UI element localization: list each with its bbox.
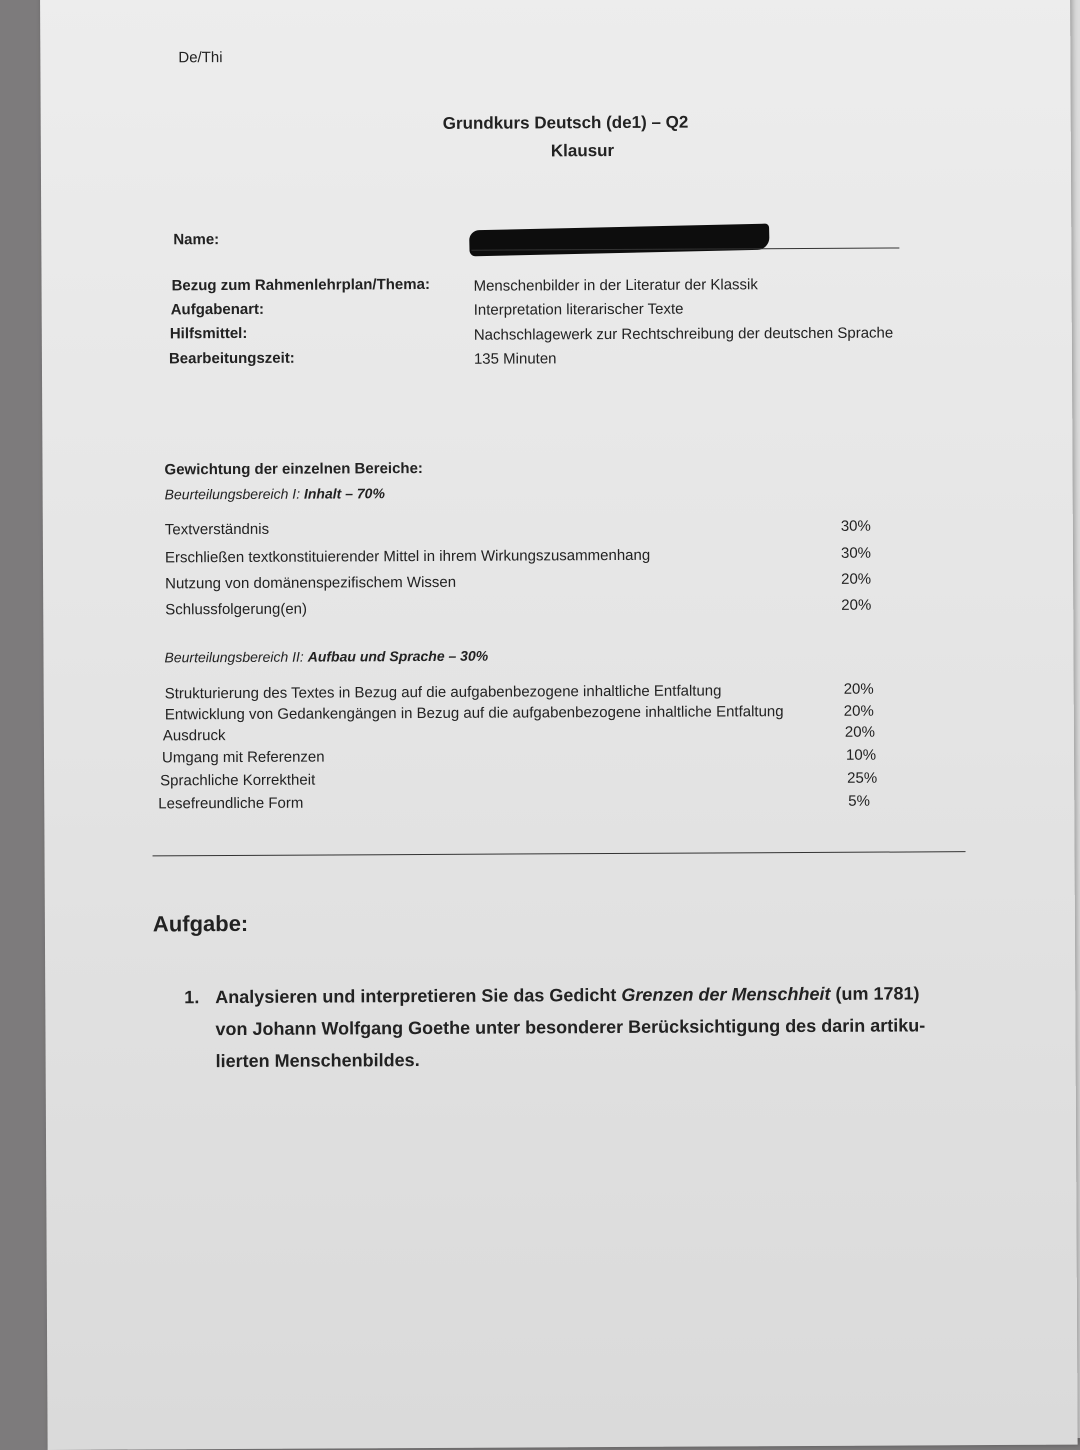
criterion-label: Textverständnis	[164, 520, 270, 539]
criterion-label: Ausdruck	[162, 727, 226, 745]
info-value-task-type: Interpretation literarischer Texte	[473, 300, 684, 319]
criterion-percent: 25%	[847, 769, 878, 787]
info-value-aids: Nachschlagewerk zur Rechtschreibung der deutschen Sprache	[473, 324, 894, 344]
criterion-percent: 20%	[843, 702, 874, 720]
weighting-heading: Gewichtung der einzelnen Bereiche:	[164, 460, 423, 479]
criterion-label: Lesefreundliche Form	[158, 794, 304, 813]
info-value-time: 135 Minuten	[473, 350, 557, 368]
course-title: Grundkurs Deutsch (de1) – Q2	[442, 112, 689, 133]
criterion-label: Sprachliche Korrektheit	[160, 771, 316, 790]
section-divider	[153, 851, 966, 856]
criterion-label: Nutzung von domänenspezifischem Wissen	[165, 573, 457, 593]
redacted-name	[469, 224, 770, 257]
criterion-percent: 20%	[844, 723, 875, 741]
section2-heading: Beurteilungsbereich II: Aufbau und Sprache – 30%	[164, 647, 489, 666]
criterion-label: Entwicklung von Gedankengängen in Bezug auf die aufgabenbezogene inhaltliche Entfaltung	[164, 703, 784, 724]
task-number: 1.	[184, 987, 200, 1008]
info-label-topic: Bezug zum Rahmenlehrplan/Thema:	[171, 275, 430, 295]
criterion-percent: 30%	[840, 517, 871, 535]
info-label-aids: Hilfsmittel:	[169, 324, 248, 343]
task-text-line3: lierten Menschenbildes.	[215, 1050, 420, 1072]
task-text-line2: von Johann Wolfgang Goethe unter besonderer Berücksichtigung des darin artiku-	[215, 1015, 926, 1040]
task-heading: Aufgabe:	[152, 910, 249, 937]
criterion-label: Strukturierung des Textes in Bezug auf die aufgabenbezogene inhaltliche Entfaltung	[164, 682, 722, 703]
criterion-percent: 10%	[845, 746, 877, 764]
criterion-label: Erschließen textkonstituierender Mittel in ihrem Wirkungszusammenhang	[164, 546, 651, 567]
teacher-initials: De/Thi	[178, 49, 223, 67]
criterion-percent: 20%	[841, 570, 872, 588]
info-label-time: Bearbeitungszeit:	[168, 349, 295, 368]
info-label-task-type: Aufgabenart:	[170, 300, 265, 319]
exam-sheet	[40, 0, 1078, 1450]
criterion-label: Schlussfolgerung(en)	[165, 600, 308, 619]
criterion-percent: 30%	[840, 544, 872, 562]
criterion-percent: 5%	[848, 792, 870, 810]
criterion-label: Umgang mit Referenzen	[161, 748, 325, 767]
criterion-percent: 20%	[843, 680, 874, 698]
section1-heading: Beurteilungsbereich I: Inhalt – 70%	[164, 485, 385, 503]
exam-type: Klausur	[550, 140, 615, 161]
name-label: Name:	[173, 231, 220, 249]
task-text-line1: Analysieren und interpretieren Sie das Gedicht Grenzen der Menschheit (um 1781)	[215, 983, 920, 1008]
info-value-topic: Menschenbilder in der Literatur der Klassik	[473, 276, 758, 295]
criterion-percent: 20%	[841, 596, 872, 614]
